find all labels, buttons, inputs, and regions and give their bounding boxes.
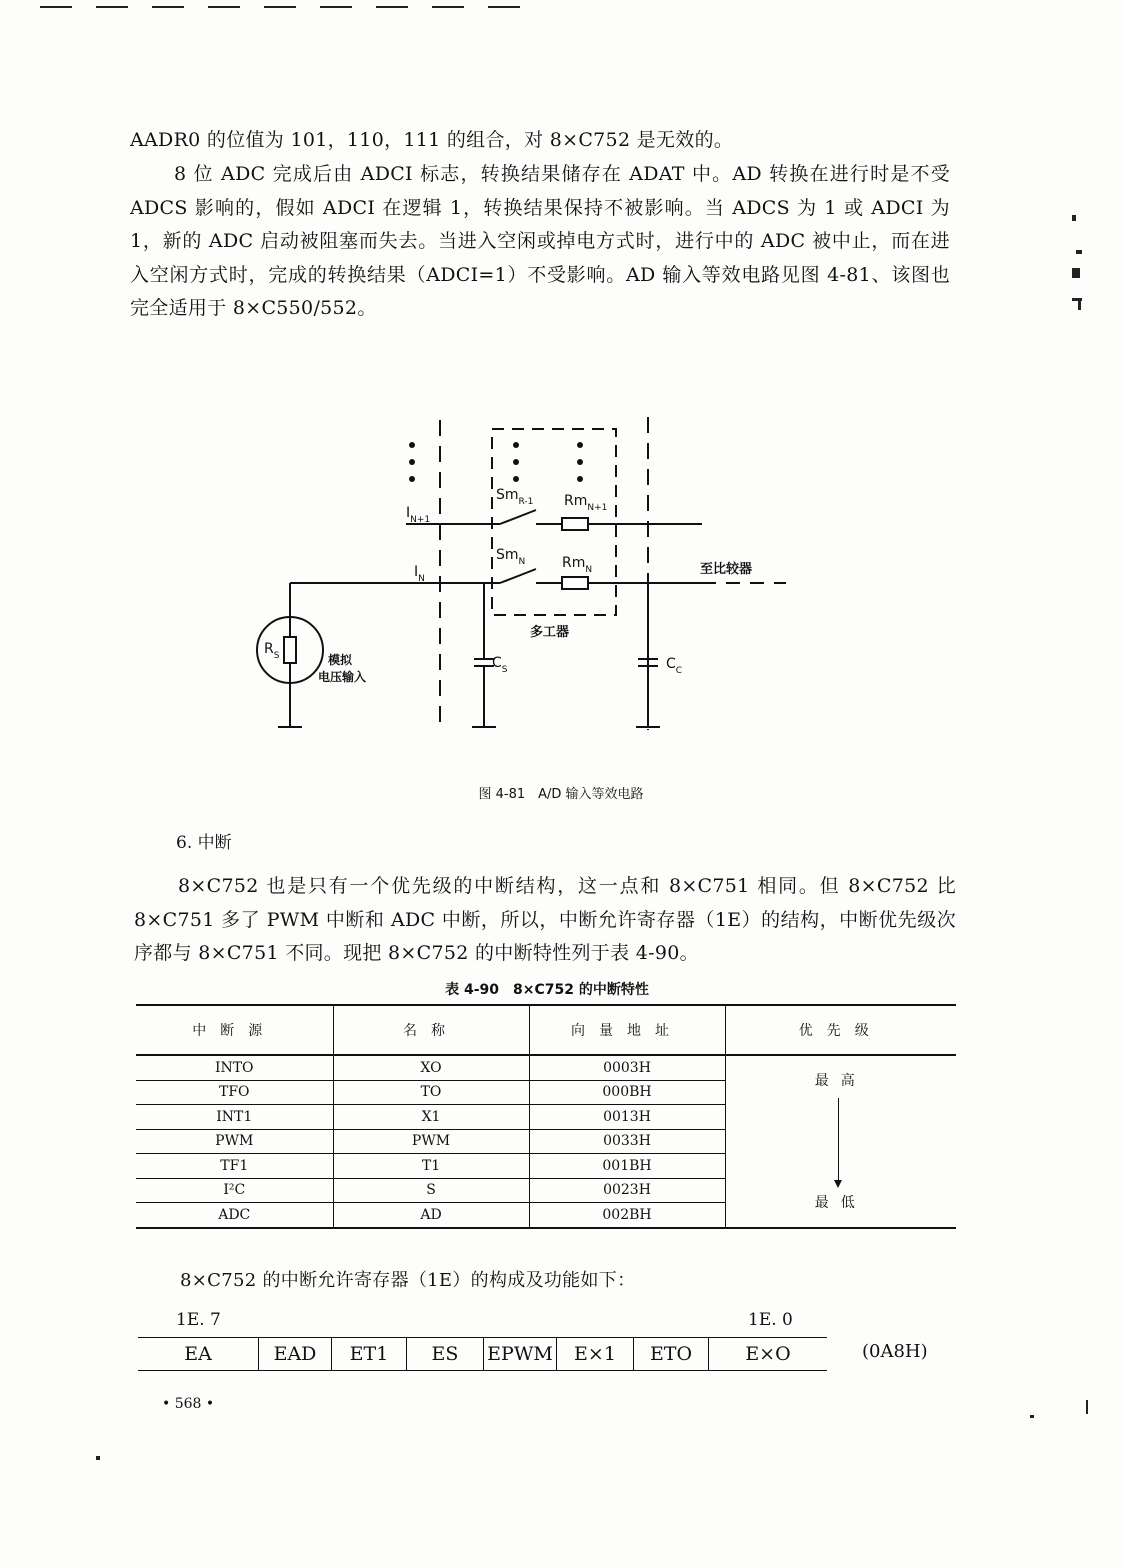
ie-bit-epwm: EPWM [483, 1338, 556, 1370]
cell-source: ADC [136, 1203, 333, 1228]
cell-source: TF1 [136, 1154, 333, 1179]
ie-bit-ead: EAD [258, 1338, 331, 1370]
cell-name: TO [333, 1080, 529, 1105]
ellipsis-dots [409, 442, 583, 482]
cell-name: X1 [333, 1105, 529, 1130]
multiplexer-box [492, 429, 616, 615]
label-cs: $C_S$ [492, 655, 508, 675]
scan-speck [1030, 1415, 1034, 1418]
label-analog: 模拟 [328, 653, 353, 667]
top-dash-rule [40, 6, 530, 8]
switch-sm-n [500, 569, 536, 583]
label-rs: $R_S$ [264, 641, 280, 661]
arrow-down-icon [834, 1180, 842, 1188]
cell-source: TFO [136, 1080, 333, 1105]
cell-source: PWM [136, 1129, 333, 1154]
ie-bit-ea: EA [184, 1343, 212, 1365]
table-header-row [136, 1005, 956, 1055]
ie-register-bits [138, 1337, 827, 1371]
scan-speck [1072, 268, 1080, 278]
cell-name: T1 [333, 1154, 529, 1179]
label-rm-n: $Rm_N$ [562, 555, 593, 575]
table-row [136, 1055, 956, 1080]
cell-name: PWM [333, 1129, 529, 1154]
ie-bit-ex1: E×1 [556, 1338, 633, 1370]
cell-source: INTO [136, 1055, 333, 1080]
table-title: 表 4-90 8×C752 的中断特性 [445, 982, 649, 998]
ie-bit-es: ES [406, 1338, 483, 1370]
scan-speck [1078, 298, 1081, 310]
cell-vector: 000BH [529, 1080, 725, 1105]
scan-speck [1072, 215, 1076, 221]
resistor-rm-n [562, 577, 588, 589]
priority-arrow-line [838, 1098, 839, 1182]
page-number: • 568 • [162, 1396, 215, 1412]
ad-input-circuit-diagram [240, 405, 800, 735]
cell-name: S [333, 1178, 529, 1203]
label-to-comparator: 至比较器 [700, 562, 753, 577]
label-cc: $C_C$ [666, 656, 683, 676]
switch-sm-r-1 [500, 510, 536, 524]
header-priority: 优先级 [725, 1005, 956, 1055]
cell-vector: 0023H [529, 1178, 725, 1203]
label-voltage-input: 电压输入 [318, 670, 367, 684]
ie-register-address: (0A8H) [862, 1341, 928, 1362]
ie-bit0-label: 1E. 0 [748, 1310, 793, 1330]
paragraph-adc-completion: 8 位 ADC 完成后由 ADCI 标志，转换结果储存在 ADAT 中。AD 转换在进行时是不受 ADCS 影响的，假如 ADCI 在逻辑 1，转换结果保持不被影响。当 ADCS 为 1 或 ADCI 为 1，新的 ADC 启动被阻塞而失去。当进入空闲或掉电方式时，进行中的 ADC 被中止，而在进入空闲方式时，完成的转换结果（ADCI=1）不受影响。AD 输入等效电路见图 4-81、该图也完全适用于 8×C550/552。 [130, 163, 950, 319]
header-vector-address: 向量地址 [529, 1005, 725, 1055]
priority-low-label: 最低 [814, 1195, 867, 1211]
cell-name: AD [333, 1203, 529, 1228]
interrupt-table [136, 1004, 956, 1229]
label-sm-r-1: $Sm_{R-1}$ [496, 487, 534, 507]
cell-vector: 0033H [529, 1129, 725, 1154]
ie-bit-ex0: E×O [708, 1338, 827, 1370]
label-in-n: $I_N$ [414, 564, 425, 584]
header-name: 名称 [333, 1005, 529, 1055]
resistor-rm-n-plus-1 [562, 518, 588, 530]
ie-bit-et1: ET1 [331, 1338, 406, 1370]
label-in-n-plus-1: $I_{N+1}$ [406, 505, 431, 525]
cell-vector: 002BH [529, 1203, 725, 1228]
resistor-rs [284, 637, 296, 663]
section-heading-interrupt: 6. 中断 [176, 833, 232, 853]
scan-speck [96, 1456, 100, 1460]
scan-speck [1086, 1400, 1088, 1414]
cell-vector: 001BH [529, 1154, 725, 1179]
cell-source: INT1 [136, 1105, 333, 1130]
cell-source: I²C [136, 1178, 333, 1203]
cell-vector: 0003H [529, 1055, 725, 1080]
cell-name: XO [333, 1055, 529, 1080]
ie-bit7-label: 1E. 7 [176, 1310, 221, 1330]
label-multiplexer: 多工器 [530, 625, 570, 640]
priority-cell [725, 1055, 956, 1228]
paragraph-aadr0: AADR0 的位值为 101，110，111 的组合，对 8×C752 是无效的。 [130, 129, 734, 151]
scan-speck [1076, 250, 1082, 254]
label-rm-n-plus-1: $Rm_{N+1}$ [564, 493, 608, 513]
label-sm-n: $Sm_N$ [496, 547, 526, 567]
figure-caption: 图 4-81 A/D 输入等效电路 [478, 787, 644, 802]
priority-high-label: 最高 [814, 1073, 867, 1089]
ie-bit-et0: ETO [633, 1338, 708, 1370]
cell-vector: 0013H [529, 1105, 725, 1130]
paragraph-interrupt-structure: 8×C752 也是只有一个优先级的中断结构，这一点和 8×C751 相同。但 8×C752 比 8×C751 多了 PWM 中断和 ADC 中断，所以，中断允许寄存器（1E）的结构，中断优先级次序都与 8×C751 不同。现把 8×C752 的中断特性列于表 4-90。 [134, 875, 956, 964]
ie-register-intro: 8×C752 的中断允许寄存器（1E）的构成及功能如下： [180, 1270, 636, 1291]
header-source: 中断源 [136, 1005, 333, 1055]
